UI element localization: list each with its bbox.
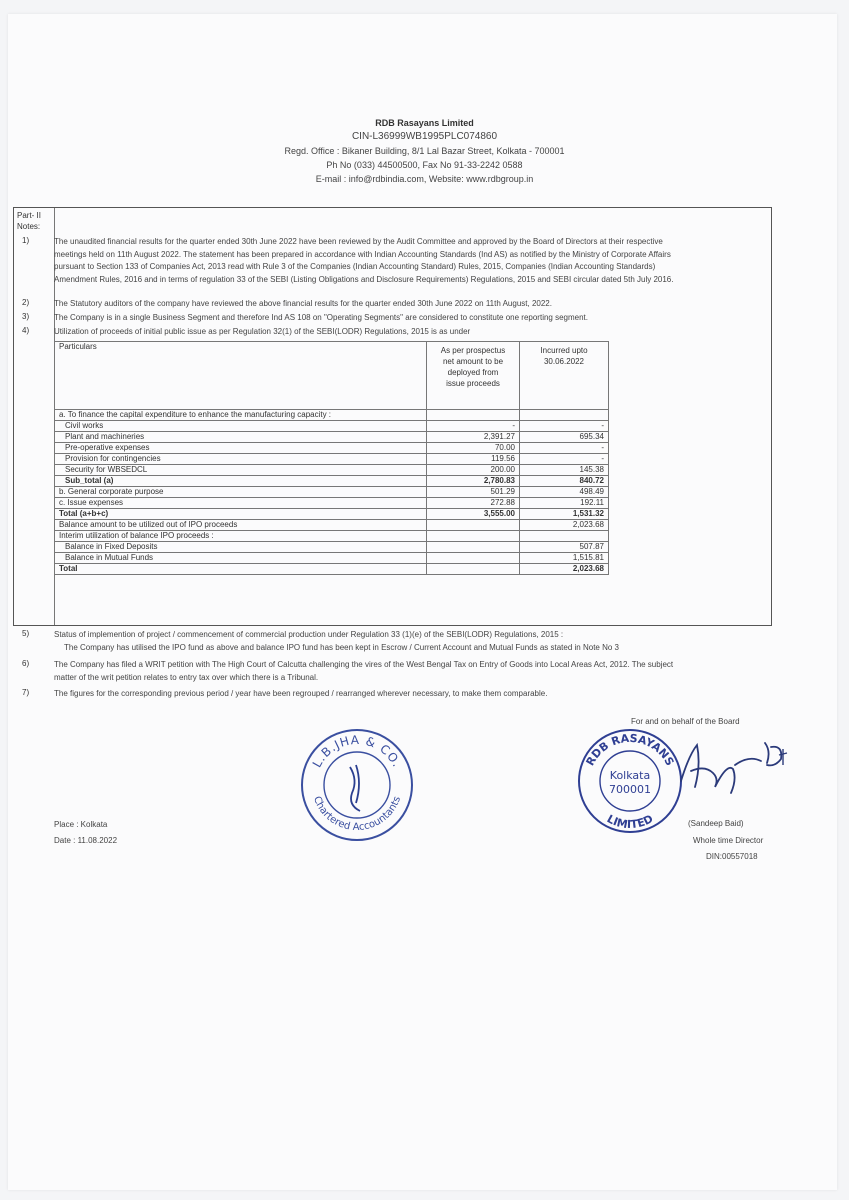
note-line: Amendment Rules, 2016 and in terms of regulation 33 of the SEBI (Listing Obligations and Disclosure Requirements) Regulations, 2015 and SEBI circular dated 5th July 2016. [54,274,674,284]
row-particular: Interim utilization of balance IPO proceeds : [55,531,427,542]
row-prospectus-amount [427,531,520,542]
table-row [55,531,609,542]
row-prospectus-amount: 3,555.00 [427,509,520,520]
note-number: 5) [22,629,30,638]
note-5 [54,629,774,654]
row-particular: c. Issue expenses [55,498,427,509]
note-line: The Company has utilised the IPO fund as above and balance IPO fund has been kept in Escrow / Current Account and Mutual Funds as stated in Note No 3 [64,642,619,652]
row-incurred-amount: 192.11 [520,498,609,509]
signatory-title: Whole time Director [693,836,764,845]
note-number: 1) [22,236,30,245]
row-incurred-amount: - [520,421,609,432]
seal-pin: 700001 [609,783,651,796]
date: Date : 11.08.2022 [54,836,118,845]
board-line: For and on behalf of the Board [631,717,740,726]
stamp-signature [350,765,360,811]
email-website: E-mail : info@rdbindia.com, Website: www.rdbgroup.in [315,174,534,184]
notes-label: Notes: [17,222,41,231]
seal-city: Kolkata [609,769,651,782]
company-seal [575,725,685,835]
row-particular: Provision for contingencies [55,454,427,465]
table-row [55,498,609,509]
table-header-row [55,342,609,410]
note-line: matter of the writ petition relates to entry tax over which there is a Tribunal. [54,672,319,682]
note-line: pursuant to Section 133 of Companies Act, 2013 read with Rule 3 of the Companies (Indian Accounting Standard) Rules, 2015, Companies (Indian Accounting Standards) [54,262,656,271]
row-prospectus-amount [427,564,520,575]
table-row [55,454,609,465]
director-signature [675,735,790,800]
note-number: 7) [22,688,30,697]
table-row [55,542,609,553]
din-number: DIN:00557018 [706,852,758,861]
note-number: 2) [22,298,30,307]
note-3 [54,312,774,325]
row-prospectus-amount: 501.29 [427,487,520,498]
note-line: The Company has filed a WRIT petition with The High Court of Calcutta challenging the vires of the West Bengal Tax on Entry of Goods into Local Areas Act, 2012. The subject [54,660,674,669]
row-particular: Total (a+b+c) [55,509,427,520]
note-line: The Company is in a single Business Segment and therefore Ind AS 108 on "Operating Segments" are considered to constitute one reporting segment. [54,313,588,322]
row-particular: Total [55,564,427,575]
note-line: The figures for the corresponding previous period / year have been regrouped / rearranged wherever necessary, to make them comparable. [54,689,548,698]
row-incurred-amount: - [520,443,609,454]
table-row [55,443,609,454]
phone-fax: Ph No (033) 44500500, Fax No 91-33-2242 0588 [326,160,523,170]
note-number: 4) [22,326,30,335]
table-row [55,465,609,476]
header-incurred [520,342,609,410]
table-row [55,564,609,575]
stamp-text-top: L.B.JHA & CO. [309,732,405,770]
row-incurred-amount: 145.38 [520,465,609,476]
note-line: The unaudited financial results for the quarter ended 30th June 2022 have been reviewed by the Audit Committee and approved by the Board of Directors at their respective [54,237,663,246]
auditor-stamp [298,725,416,843]
company-name: RDB Rasayans Limited [375,118,474,128]
row-incurred-amount: - [520,454,609,465]
note-1 [54,236,774,286]
note-4 [54,326,774,339]
table-row [55,553,609,564]
row-incurred-amount [520,531,609,542]
header-particulars: Particulars [55,342,427,410]
table-row [55,410,609,421]
header-line: 30.06.2022 [543,357,585,366]
part-label: Part- II [17,211,42,220]
row-incurred-amount: 507.87 [520,542,609,553]
note-line: Utilization of proceeds of initial public issue as per Regulation 32(1) of the SEBI(LODR) Regulations, 2015 is as under [54,327,471,336]
row-incurred-amount: 2,023.68 [520,520,609,531]
header-prospectus [427,342,520,410]
row-prospectus-amount [427,520,520,531]
row-incurred-amount: 1,531.32 [520,509,609,520]
row-particular: Sub_total (a) [55,476,427,487]
row-particular: a. To finance the capital expenditure to enhance the manufacturing capacity : [55,410,427,421]
table-row [55,476,609,487]
row-prospectus-amount [427,410,520,421]
table-row [55,487,609,498]
row-particular: b. General corporate purpose [55,487,427,498]
stamp-text-bottom: Chartered Accountants [310,794,404,834]
row-particular: Plant and machineries [55,432,427,443]
table-row [55,421,609,432]
row-prospectus-amount: 272.88 [427,498,520,509]
row-prospectus-amount [427,553,520,564]
row-incurred-amount: 2,023.68 [520,564,609,575]
note-line: The Statutory auditors of the company have reviewed the above financial results for the quarter ended 30th June 2022 on 11th August, 2022. [54,299,552,308]
table-body [55,410,609,575]
row-prospectus-amount [427,542,520,553]
row-particular: Security for WBSEDCL [55,465,427,476]
header-line: issue proceeds [446,379,500,388]
header-line: deployed from [447,368,499,377]
header-line: As per prospectus [440,346,506,355]
table-row [55,520,609,531]
cin-number: CIN-L36999WB1995PLC074860 [351,131,498,142]
table-row [55,432,609,443]
header-line: Incurred upto [540,346,588,355]
header-line: net amount to be [442,357,504,366]
row-incurred-amount: 840.72 [520,476,609,487]
row-prospectus-amount: - [427,421,520,432]
row-particular: Civil works [55,421,427,432]
row-prospectus-amount: 70.00 [427,443,520,454]
seal-text-top: RDB RASAYANS [583,731,677,768]
row-incurred-amount: 1,515.81 [520,553,609,564]
row-particular: Balance in Fixed Deposits [55,542,427,553]
row-prospectus-amount: 200.00 [427,465,520,476]
place: Place : Kolkata [54,820,108,829]
note-6 [54,659,774,684]
signatory-name: (Sandeep Baid) [688,819,744,828]
row-incurred-amount [520,410,609,421]
row-incurred-amount: 498.49 [520,487,609,498]
row-particular: Pre-operative expenses [55,443,427,454]
ipo-utilization-table [54,341,609,575]
row-particular: Balance in Mutual Funds [55,553,427,564]
table-row [55,509,609,520]
registered-office: Regd. Office : Bikaner Building, 8/1 Lal Bazar Street, Kolkata - 700001 [284,146,565,156]
note-line: Status of implemention of project / commencement of commercial production under Regulation 33 (1)(e) of the SEBI(LODR) Regulations, 2015 : [54,630,564,639]
note-number: 6) [22,659,30,668]
row-prospectus-amount: 119.56 [427,454,520,465]
letterhead [0,116,849,186]
seal-text-bottom: LIMITED [604,812,656,832]
row-incurred-amount: 695.34 [520,432,609,443]
row-prospectus-amount: 2,780.83 [427,476,520,487]
note-7 [54,688,774,701]
row-particular: Balance amount to be utilized out of IPO proceeds [55,520,427,531]
note-line: meetings held on 11th August 2022. The statement has been prepared in accordance with Indian Accounting Standards (Ind AS) as notified by the Ministry of Corporate Affairs [54,249,671,259]
svg-text:RDB RASAYANS [584,732,677,768]
row-prospectus-amount: 2,391.27 [427,432,520,443]
note-number: 3) [22,312,30,321]
note-2 [54,298,774,311]
